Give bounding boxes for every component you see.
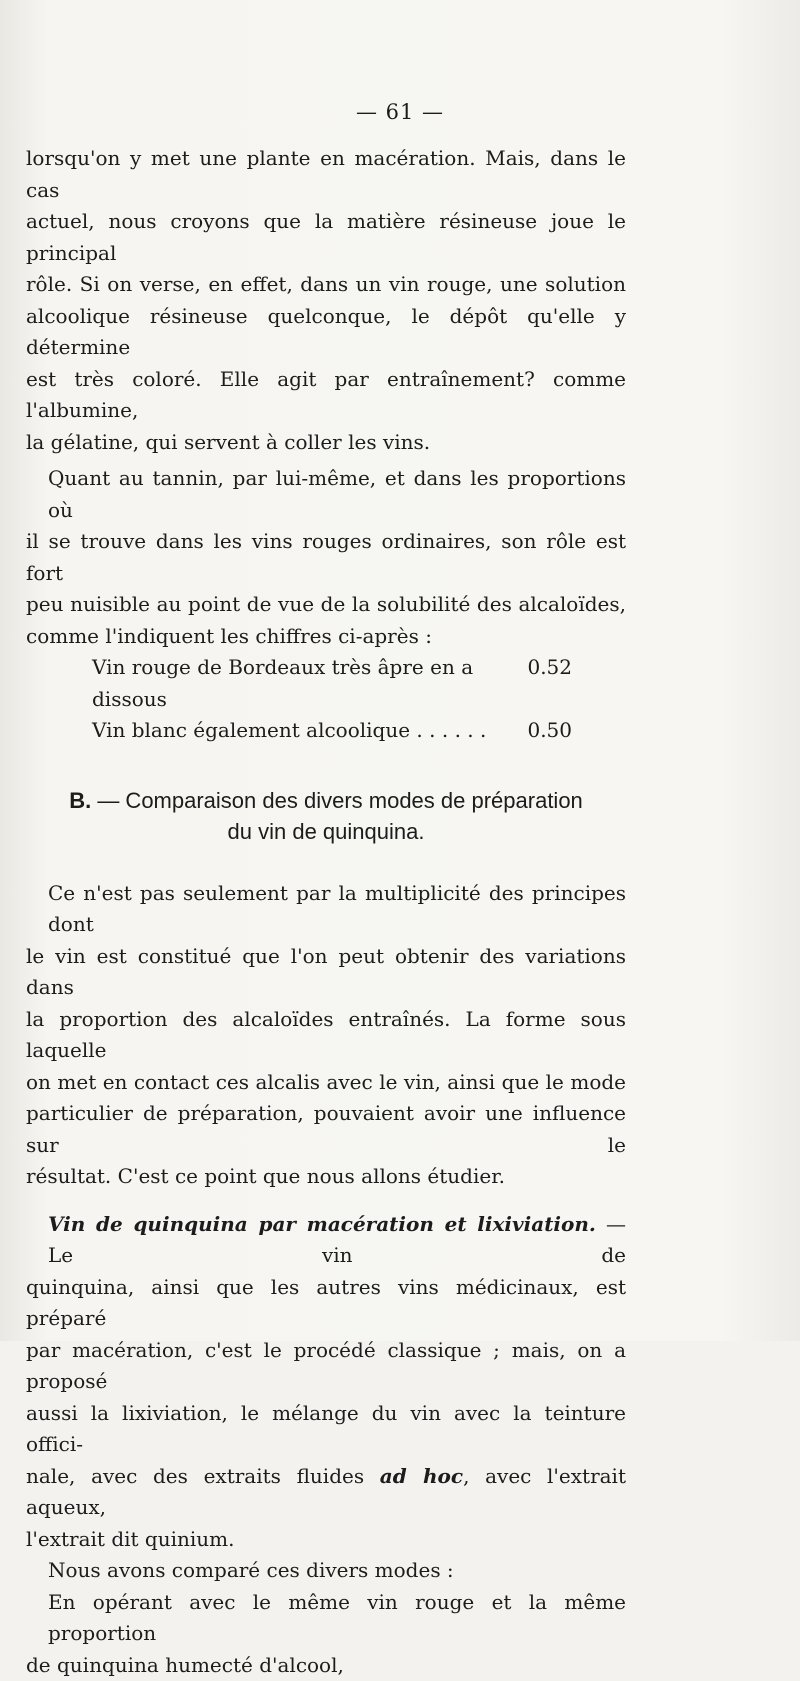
row-label: Vin blanc également alcoolique . . . . . . (92, 715, 486, 747)
text-line: on met en contact ces alcalis avec le vin, ainsi que le mode (26, 1067, 626, 1099)
text-line: Nous avons comparé ces divers modes : (26, 1555, 626, 1587)
text-line: par macération, c'est le procédé classique ; mais, on a proposé (26, 1335, 626, 1398)
section-letter: B. (69, 788, 91, 813)
paragraph-4 (26, 1209, 626, 1556)
text-line: la gélatine, qui servent à coller les vins. (26, 427, 626, 459)
text-line: peu nuisible au point de vue de la solubilité des alcaloïdes, (26, 589, 626, 621)
line-rest: — Le vin de (48, 1212, 626, 1268)
text-line: de quinquina humecté d'alcool, (26, 1650, 626, 1681)
text-line: lorsqu'on y met une plante en macération. Mais, dans le cas (26, 143, 626, 206)
line-part: nale, avec des extraits fluides (26, 1464, 380, 1488)
text-line: actuel, nous croyons que la matière résineuse joue le principal (26, 206, 626, 269)
text-line: aussi la lixiviation, le mélange du vin avec la teinture offici- (26, 1398, 626, 1461)
row-label: Vin rouge de Bordeaux très âpre en a dissous (92, 652, 527, 715)
section-title-line1: — Comparaison des divers modes de préparation (97, 788, 582, 813)
text-line: il se trouve dans les vins rouges ordinaires, son rôle est fort (26, 526, 626, 589)
text-line: comme l'indiquent les chiffres ci-après : (26, 621, 626, 653)
results-table (92, 652, 572, 747)
row-value: 0.52 (527, 652, 572, 715)
body-text (26, 143, 626, 1681)
paragraph-2 (26, 463, 626, 652)
section-heading (26, 785, 626, 847)
text-line: Ce n'est pas seulement par la multiplicité des principes dont (26, 878, 626, 941)
table-row (92, 652, 572, 715)
table-row (92, 715, 572, 747)
text-line: rôle. Si on verse, en effet, dans un vin rouge, une solution (26, 269, 626, 301)
italic-lead: Vin de quinquina par macération et lixiviation. (48, 1212, 596, 1236)
row-value: 0.50 (527, 715, 572, 747)
paragraph-6 (26, 1587, 626, 1681)
text-line: résultat. C'est ce point que nous allons étudier. (26, 1161, 626, 1193)
section-title-line2: du vin de quinquina. (26, 816, 626, 847)
page-number: — 61 — (0, 100, 800, 124)
text-line: l'extrait dit quinium. (26, 1524, 626, 1556)
italic-term: ad hoc (380, 1464, 463, 1488)
text-line: le vin est constitué que l'on peut obtenir des variations dans (26, 941, 626, 1004)
text-line: particulier de préparation, pouvaient avoir une influence sur le (26, 1098, 626, 1161)
paragraph-5 (26, 1555, 626, 1587)
text-line: alcoolique résineuse quelconque, le dépôt qu'elle y détermine (26, 301, 626, 364)
text-line: est très coloré. Elle agit par entraînement? comme l'albumine, (26, 364, 626, 427)
text-line (26, 1209, 626, 1272)
text-line: En opérant avec le même vin rouge et la même proportion (26, 1587, 626, 1650)
line-part: , avec l'extrait aqueux, (26, 1464, 626, 1520)
text-line: la proportion des alcaloïdes entraînés. La forme sous laquelle (26, 1004, 626, 1067)
text-line: quinquina, ainsi que les autres vins médicinaux, est préparé (26, 1272, 626, 1335)
paragraph-3 (26, 878, 626, 1193)
paragraph-1 (26, 143, 626, 458)
text-line (26, 1461, 626, 1524)
text-line: Quant au tannin, par lui-même, et dans les proportions où (26, 463, 626, 526)
